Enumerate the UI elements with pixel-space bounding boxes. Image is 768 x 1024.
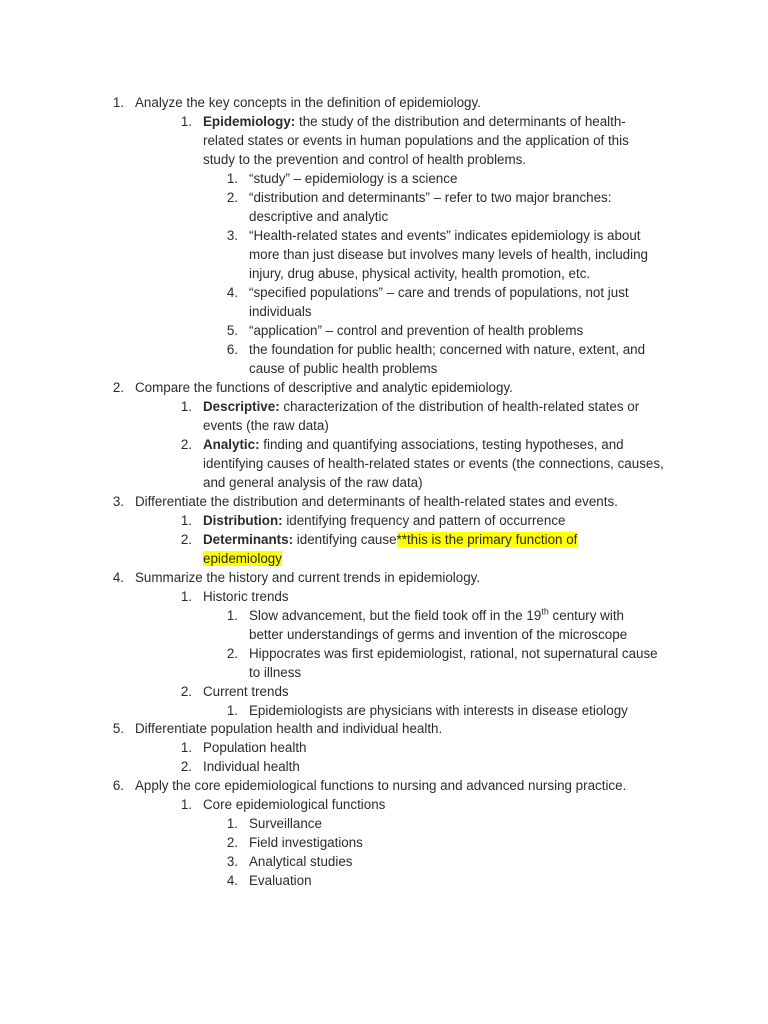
term-definition: identifying cause [293, 532, 397, 547]
list-number: 4. [226, 873, 238, 888]
list-number: 1. [226, 703, 238, 718]
list-item-text [203, 511, 565, 530]
list-item-text: “study” – epidemiology is a science [249, 171, 458, 186]
highlighted-text: **this is the primary function of [396, 532, 578, 547]
list-number: 1. [226, 816, 238, 831]
list-item-text: Field investigations [249, 835, 363, 850]
list-number: 3. [226, 854, 238, 869]
term-definition: finding and quantifying associations, testing hypotheses, and [259, 437, 624, 452]
list-number: 4. [112, 570, 124, 585]
list-item-text: events (the raw data) [203, 418, 329, 433]
list-number: 2. [226, 835, 238, 850]
list-item-text [249, 606, 624, 625]
list-number: 1. [180, 114, 192, 129]
list-item-text: Analyze the key concepts in the definition of epidemiology. [135, 95, 481, 110]
list-item-text: Population health [203, 740, 307, 755]
list-number: 1. [226, 608, 238, 623]
list-number: 2. [226, 190, 238, 205]
list-item-text [203, 530, 577, 549]
list-item-text: better understandings of germs and invention of the microscope [249, 627, 628, 642]
list-item-text: Summarize the history and current trends in epidemiology. [135, 570, 481, 585]
list-number: 2. [180, 532, 192, 547]
list-number: 1. [112, 95, 124, 110]
term-label: Analytic: [203, 437, 260, 452]
list-number: 1. [180, 797, 192, 812]
list-item-text: descriptive and analytic [249, 209, 389, 224]
list-item-text: “application” – control and prevention of health problems [249, 323, 584, 338]
list-number: 2. [180, 437, 192, 452]
term-label: Determinants: [203, 532, 294, 547]
list-number: 5. [112, 721, 124, 736]
list-item-text: individuals [249, 304, 312, 319]
list-item-text: Individual health [203, 759, 300, 774]
list-number: 4. [226, 285, 238, 300]
list-number: 6. [226, 342, 238, 357]
list-number: 1. [180, 740, 192, 755]
list-item-text: cause of public health problems [249, 361, 438, 376]
term-label: Distribution: [203, 513, 283, 528]
list-item-text: identifying causes of health-related states or events (the connections, causes, [203, 456, 664, 471]
highlighted-text: epidemiology [203, 551, 282, 566]
list-item-text: Apply the core epidemiological functions to nursing and advanced nursing practice. [135, 778, 627, 793]
superscript: th [541, 606, 549, 617]
list-item-text [203, 549, 282, 568]
list-number: 2. [180, 684, 192, 699]
text-run: century with [548, 608, 624, 623]
term-label: Epidemiology: [203, 114, 296, 129]
list-item-text: Epidemiologists are physicians with interests in disease etiology [249, 703, 628, 718]
list-item-text [203, 397, 639, 416]
list-item-text: “Health-related states and events” indicates epidemiology is about [249, 228, 641, 243]
list-item-text: Analytical studies [249, 854, 353, 869]
list-number: 2. [112, 380, 124, 395]
list-item-text: Core epidemiological functions [203, 797, 386, 812]
list-number: 1. [226, 171, 238, 186]
list-item-text [203, 112, 626, 131]
list-item-text: “specified populations” – care and trends of populations, not just [249, 285, 629, 300]
term-definition: the study of the distribution and determinants of health- [295, 114, 626, 129]
list-number: 3. [112, 494, 124, 509]
list-item-text: Differentiate population health and individual health. [135, 721, 443, 736]
list-item-text: more than just disease but involves many levels of health, including [249, 247, 648, 262]
list-item-text: Historic trends [203, 589, 289, 604]
term-label: Descriptive: [203, 399, 280, 414]
list-number: 3. [226, 228, 238, 243]
list-item-text: Differentiate the distribution and determinants of health-related states and events. [135, 494, 618, 509]
list-item-text: the foundation for public health; concerned with nature, extent, and [249, 342, 646, 357]
list-number: 6. [112, 778, 124, 793]
list-item-text: and general analysis of the raw data) [203, 475, 423, 490]
list-number: 1. [180, 589, 192, 604]
list-item-text: “distribution and determinants” – refer to two major branches: [249, 190, 612, 205]
list-item-text: Compare the functions of descriptive and analytic epidemiology. [135, 380, 513, 395]
list-number: 2. [226, 646, 238, 661]
list-item-text: Current trends [203, 684, 289, 699]
term-definition: characterization of the distribution of health-related states or [279, 399, 640, 414]
list-item-text: study to the prevention and control of health problems. [203, 152, 527, 167]
list-number: 1. [180, 399, 192, 414]
list-item-text: to illness [249, 665, 302, 680]
list-item-text: injury, drug abuse, physical activity, health promotion, etc. [249, 266, 591, 281]
list-number: 5. [226, 323, 238, 338]
term-definition: identifying frequency and pattern of occurrence [282, 513, 566, 528]
list-item-text [203, 435, 624, 454]
list-item-text: Surveillance [249, 816, 322, 831]
list-item-text: Evaluation [249, 873, 312, 888]
text-run: Slow advancement, but the field took off in the 19 [249, 608, 542, 623]
list-item-text: related states or events in human populations and the application of this [203, 133, 629, 148]
list-number: 2. [180, 759, 192, 774]
list-item-text: Hippocrates was first epidemiologist, rational, not supernatural cause [249, 646, 658, 661]
list-number: 1. [180, 513, 192, 528]
